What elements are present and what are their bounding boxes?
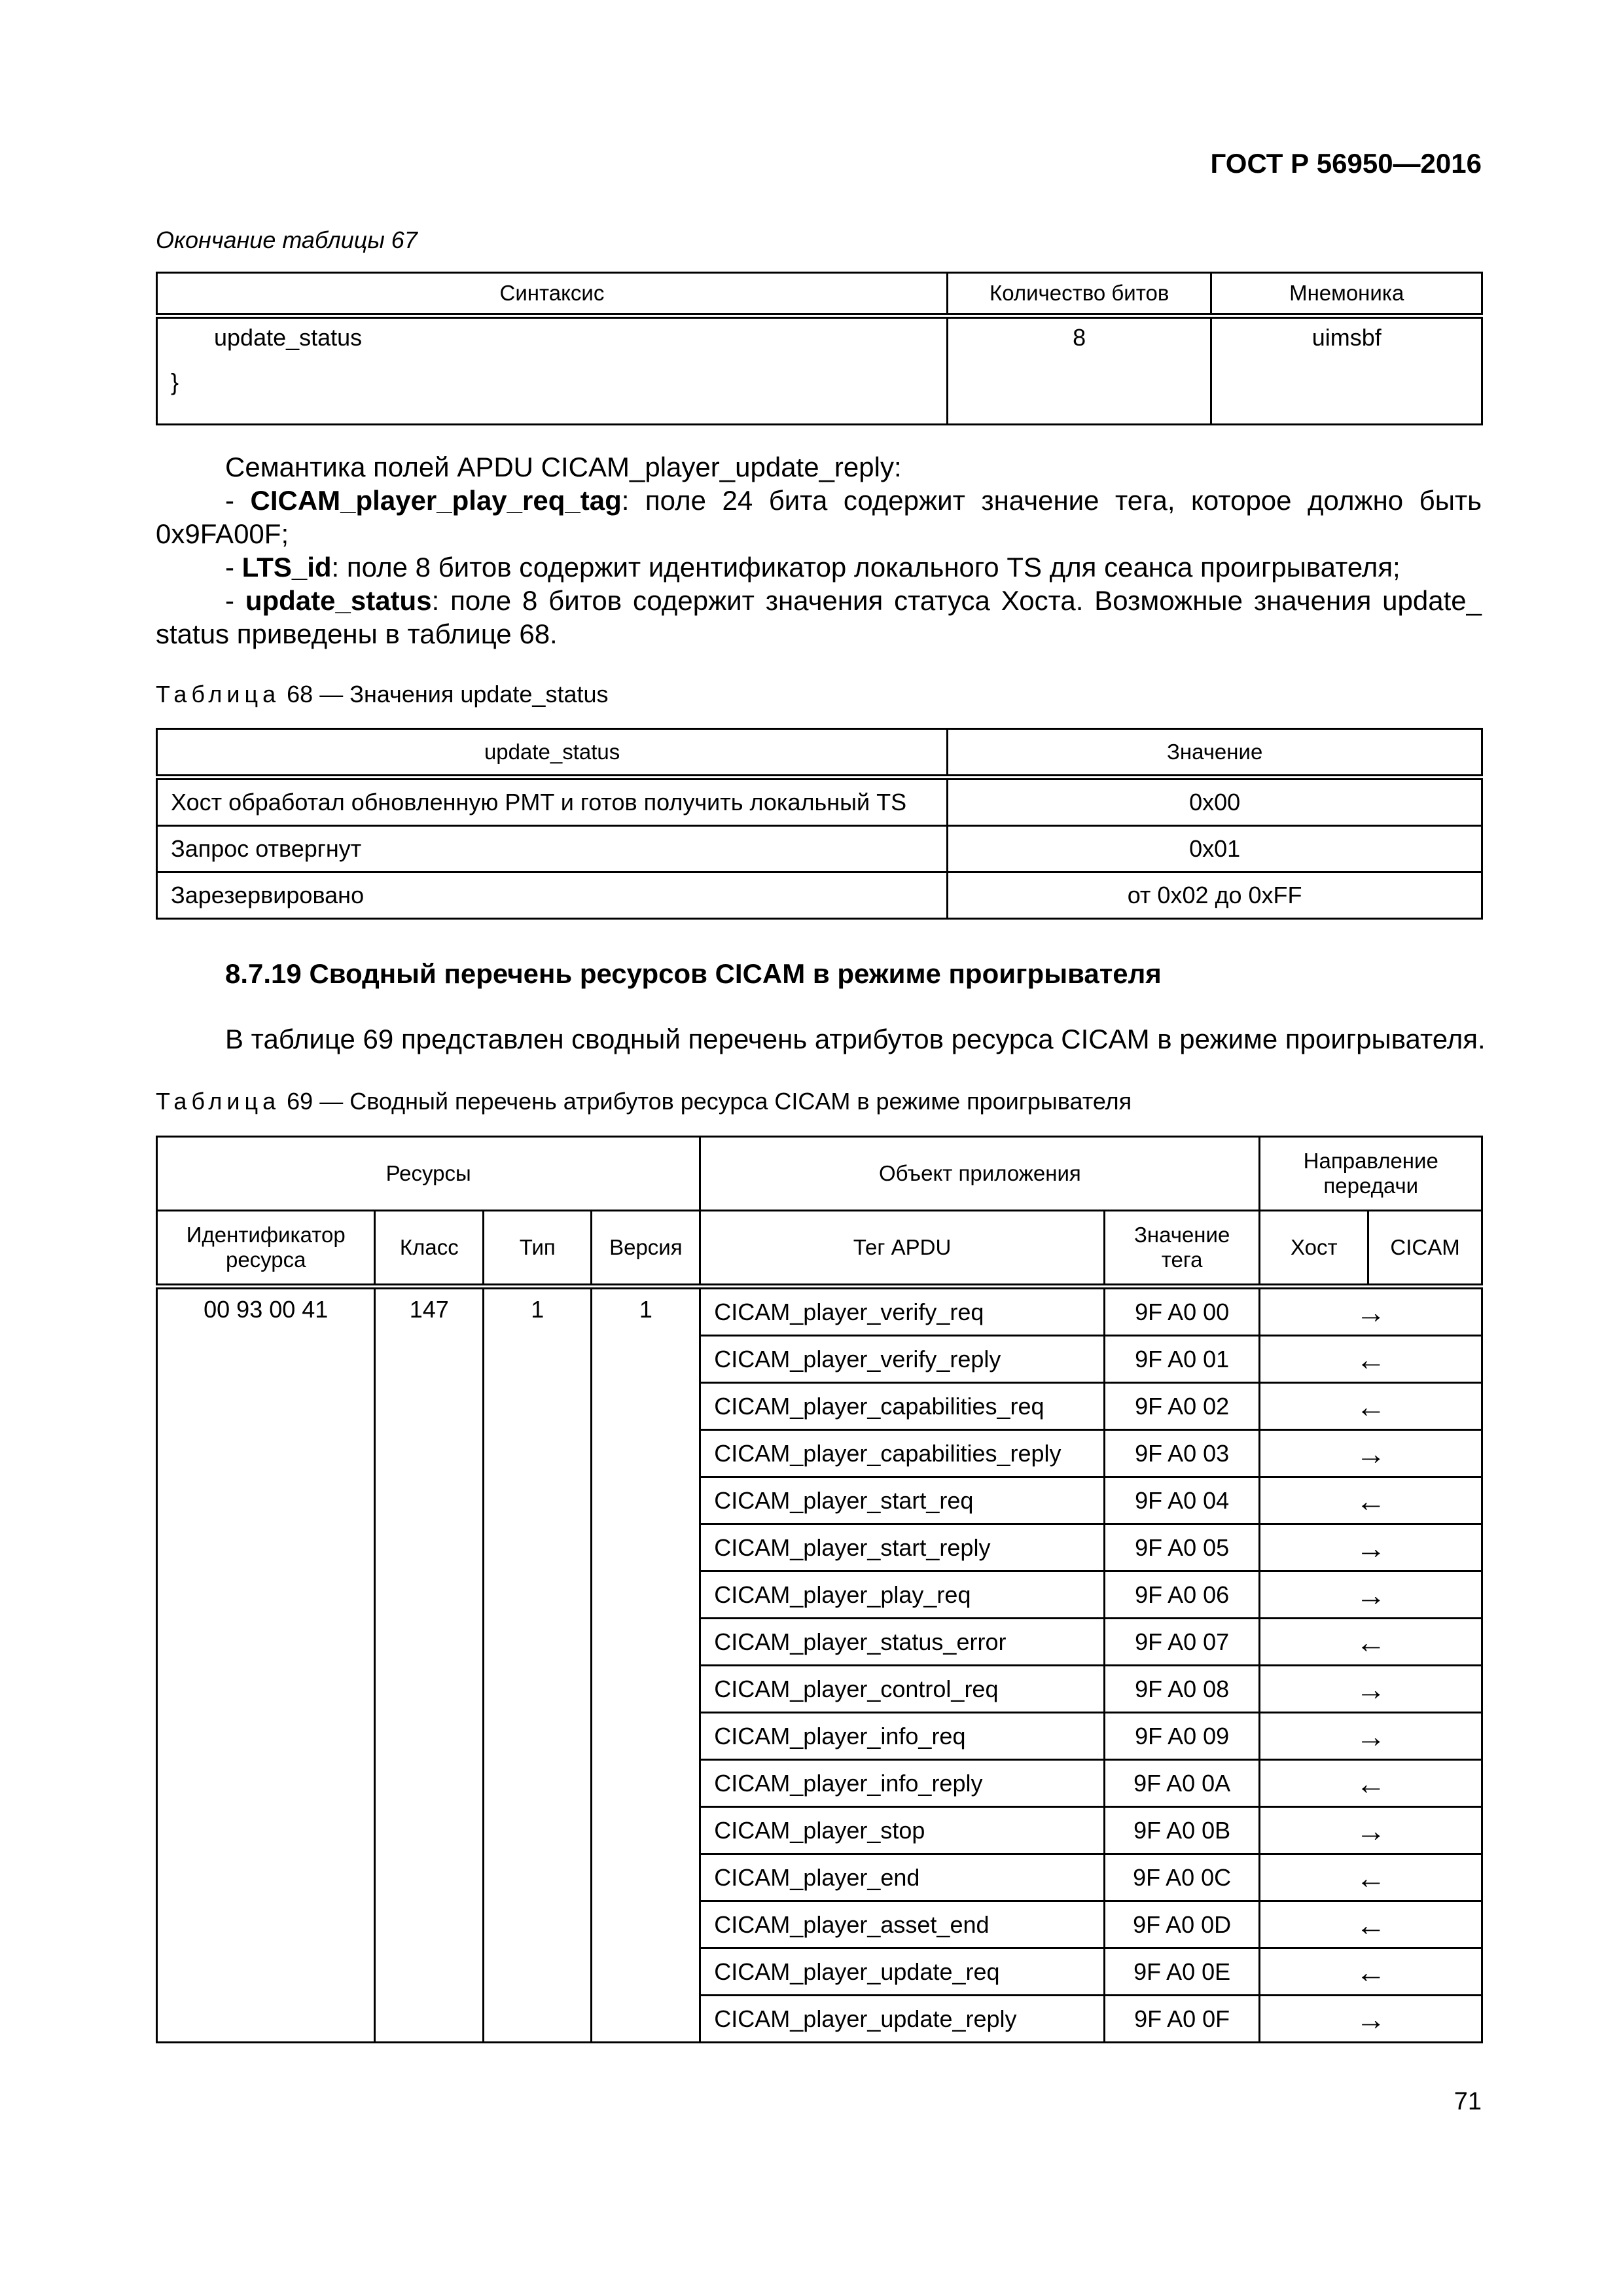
resource-version-cell: 1	[592, 1287, 700, 2043]
table69-caption	[156, 1088, 1132, 1115]
apdu-tag-cell: CICAM_player_verify_reply	[700, 1336, 1105, 1383]
table67	[156, 272, 1483, 425]
arrow-left-icon: ←	[1260, 1477, 1482, 1524]
arrow-right-icon: →	[1260, 1713, 1482, 1760]
apdu-tag-cell: CICAM_player_verify_req	[700, 1287, 1105, 1336]
table67-caption: Окончание таблицы 67	[156, 226, 418, 253]
tag-value-cell: 9F A0 0E	[1104, 1948, 1260, 1996]
section-title: 8.7.19 Сводный перечень ресурсов CICAM в режиме проигрывателя	[225, 958, 1162, 989]
table69	[156, 1136, 1483, 2043]
value-cell: от 0x02 до 0xFF	[948, 872, 1482, 919]
arrow-right-icon: →	[1260, 1666, 1482, 1713]
table69-body	[157, 1287, 1482, 2043]
tag-value-cell: 9F A0 03	[1104, 1430, 1260, 1477]
description: : поле 8 битов содержит идентификатор локального TS для сеанса проигрывателя;	[331, 552, 1400, 583]
arrow-left-icon: ←	[1260, 1854, 1482, 1901]
mnemonic-cell: uimsbf	[1211, 316, 1482, 425]
table-row	[157, 1287, 1482, 1336]
tag-value-cell: 9F A0 0A	[1104, 1760, 1260, 1807]
arrow-right-icon: →	[1260, 1807, 1482, 1854]
caption-text: 68 — Значения update_status	[280, 681, 609, 708]
apdu-tag-cell: CICAM_player_info_req	[700, 1713, 1105, 1760]
term: LTS_id	[241, 552, 332, 583]
table68	[156, 728, 1483, 920]
caption-word: Таблица	[156, 1088, 281, 1115]
arrow-left-icon: ←	[1260, 1383, 1482, 1430]
bits-cell: 8	[947, 316, 1211, 425]
tag-value-cell: 9F A0 0D	[1104, 1901, 1260, 1948]
arrow-left-icon: ←	[1260, 1901, 1482, 1948]
apdu-tag-cell: CICAM_player_end	[700, 1854, 1105, 1901]
header-mnemonic: Мнемоника	[1211, 273, 1482, 316]
apdu-tag-cell: CICAM_player_asset_end	[700, 1901, 1105, 1948]
apdu-tag-cell: CICAM_player_stop	[700, 1807, 1105, 1854]
semantics-item-2	[156, 550, 1482, 584]
arrow-right-icon: →	[1260, 1430, 1482, 1477]
apdu-tag-cell: CICAM_player_status_error	[700, 1619, 1105, 1666]
semantics-intro: Семантика полей APDU CICAM_player_update_reply:	[225, 452, 902, 482]
resource-class-cell: 147	[375, 1287, 484, 2043]
value-cell: 0x01	[948, 826, 1482, 872]
apdu-tag-cell: CICAM_player_start_req	[700, 1477, 1105, 1524]
arrow-right-icon: →	[1260, 1996, 1482, 2043]
description: : поле 24 бита содержит значение тега, которое должно быть 0x9FA00F;	[156, 485, 1482, 549]
caption-word: Таблица	[156, 681, 281, 708]
page-number: 71	[1454, 2088, 1482, 2115]
value-cell: 0x00	[948, 778, 1482, 826]
header-apdu-tag: Тег APDU	[700, 1211, 1105, 1287]
arrow-left-icon: ←	[1260, 1760, 1482, 1807]
syntax-cell	[157, 316, 948, 425]
tag-value-cell: 9F A0 06	[1104, 1571, 1260, 1619]
header-tag-value: Значение тега	[1104, 1211, 1260, 1287]
table68-caption	[156, 681, 609, 708]
syntax-field: update_status	[214, 324, 363, 351]
description: : поле 8 битов содержит значения статуса Хоста. Возможные значения update_ status приведены в таблице 68.	[156, 585, 1482, 649]
semantics-item-1	[156, 484, 1482, 550]
tag-value-cell: 9F A0 07	[1104, 1619, 1260, 1666]
header-host: Хост	[1260, 1211, 1368, 1287]
header-syntax: Синтаксис	[157, 273, 948, 316]
header-resource-id: Идентификатор ресурса	[157, 1211, 375, 1287]
group-header-app-object: Объект приложения	[700, 1137, 1260, 1211]
dash: -	[225, 585, 245, 616]
tag-value-cell: 9F A0 0B	[1104, 1807, 1260, 1854]
semantics-item-3	[156, 584, 1482, 651]
apdu-tag-cell: CICAM_player_capabilities_reply	[700, 1430, 1105, 1477]
arrow-right-icon: →	[1260, 1571, 1482, 1619]
tag-value-cell: 9F A0 05	[1104, 1524, 1260, 1571]
apdu-tag-cell: CICAM_player_update_reply	[700, 1996, 1105, 2043]
tag-value-cell: 9F A0 02	[1104, 1383, 1260, 1430]
header-value: Значение	[948, 729, 1482, 778]
arrow-right-icon: →	[1260, 1287, 1482, 1336]
tag-value-cell: 9F A0 00	[1104, 1287, 1260, 1336]
apdu-tag-cell: CICAM_player_play_req	[700, 1571, 1105, 1619]
tag-value-cell: 9F A0 09	[1104, 1713, 1260, 1760]
header-update-status: update_status	[157, 729, 948, 778]
header-version: Версия	[592, 1211, 700, 1287]
section-text: В таблице 69 представлен сводный перечень атрибутов ресурса CICAM в режиме проигрывателя.	[225, 1024, 1486, 1054]
apdu-tag-cell: CICAM_player_capabilities_req	[700, 1383, 1105, 1430]
apdu-tag-cell: CICAM_player_update_req	[700, 1948, 1105, 1996]
arrow-left-icon: ←	[1260, 1619, 1482, 1666]
group-header-resources: Ресурсы	[157, 1137, 700, 1211]
dash: -	[225, 552, 242, 583]
header-type: Тип	[484, 1211, 592, 1287]
dash: -	[225, 485, 251, 516]
tag-value-cell: 9F A0 01	[1104, 1336, 1260, 1383]
header-cicam: CICAM	[1368, 1211, 1482, 1287]
arrow-left-icon: ←	[1260, 1948, 1482, 1996]
header-bits: Количество битов	[947, 273, 1211, 316]
tag-value-cell: 9F A0 08	[1104, 1666, 1260, 1713]
arrow-left-icon: ←	[1260, 1336, 1482, 1383]
apdu-tag-cell: CICAM_player_info_reply	[700, 1760, 1105, 1807]
document-code: ГОСТ Р 56950—2016	[1210, 148, 1482, 179]
resource-id-cell: 00 93 00 41	[157, 1287, 375, 2043]
tag-value-cell: 9F A0 0C	[1104, 1854, 1260, 1901]
status-cell: Хост обработал обновленную PMT и готов получить локальный TS	[157, 778, 948, 826]
tag-value-cell: 9F A0 04	[1104, 1477, 1260, 1524]
header-class: Класс	[375, 1211, 484, 1287]
arrow-right-icon: →	[1260, 1524, 1482, 1571]
tag-value-cell: 9F A0 0F	[1104, 1996, 1260, 2043]
caption-text: 69 — Сводный перечень атрибутов ресурса CICAM в режиме проигрывателя	[280, 1088, 1132, 1115]
apdu-tag-cell: CICAM_player_control_req	[700, 1666, 1105, 1713]
term: CICAM_player_play_req_tag	[250, 485, 622, 516]
term: update_status	[245, 585, 432, 616]
group-header-direction: Направление передачи	[1260, 1137, 1482, 1211]
status-cell: Запрос отвергнут	[157, 826, 948, 872]
apdu-tag-cell: CICAM_player_start_reply	[700, 1524, 1105, 1571]
closing-brace: }	[171, 368, 179, 395]
resource-type-cell: 1	[484, 1287, 592, 2043]
status-cell: Зарезервировано	[157, 872, 948, 919]
